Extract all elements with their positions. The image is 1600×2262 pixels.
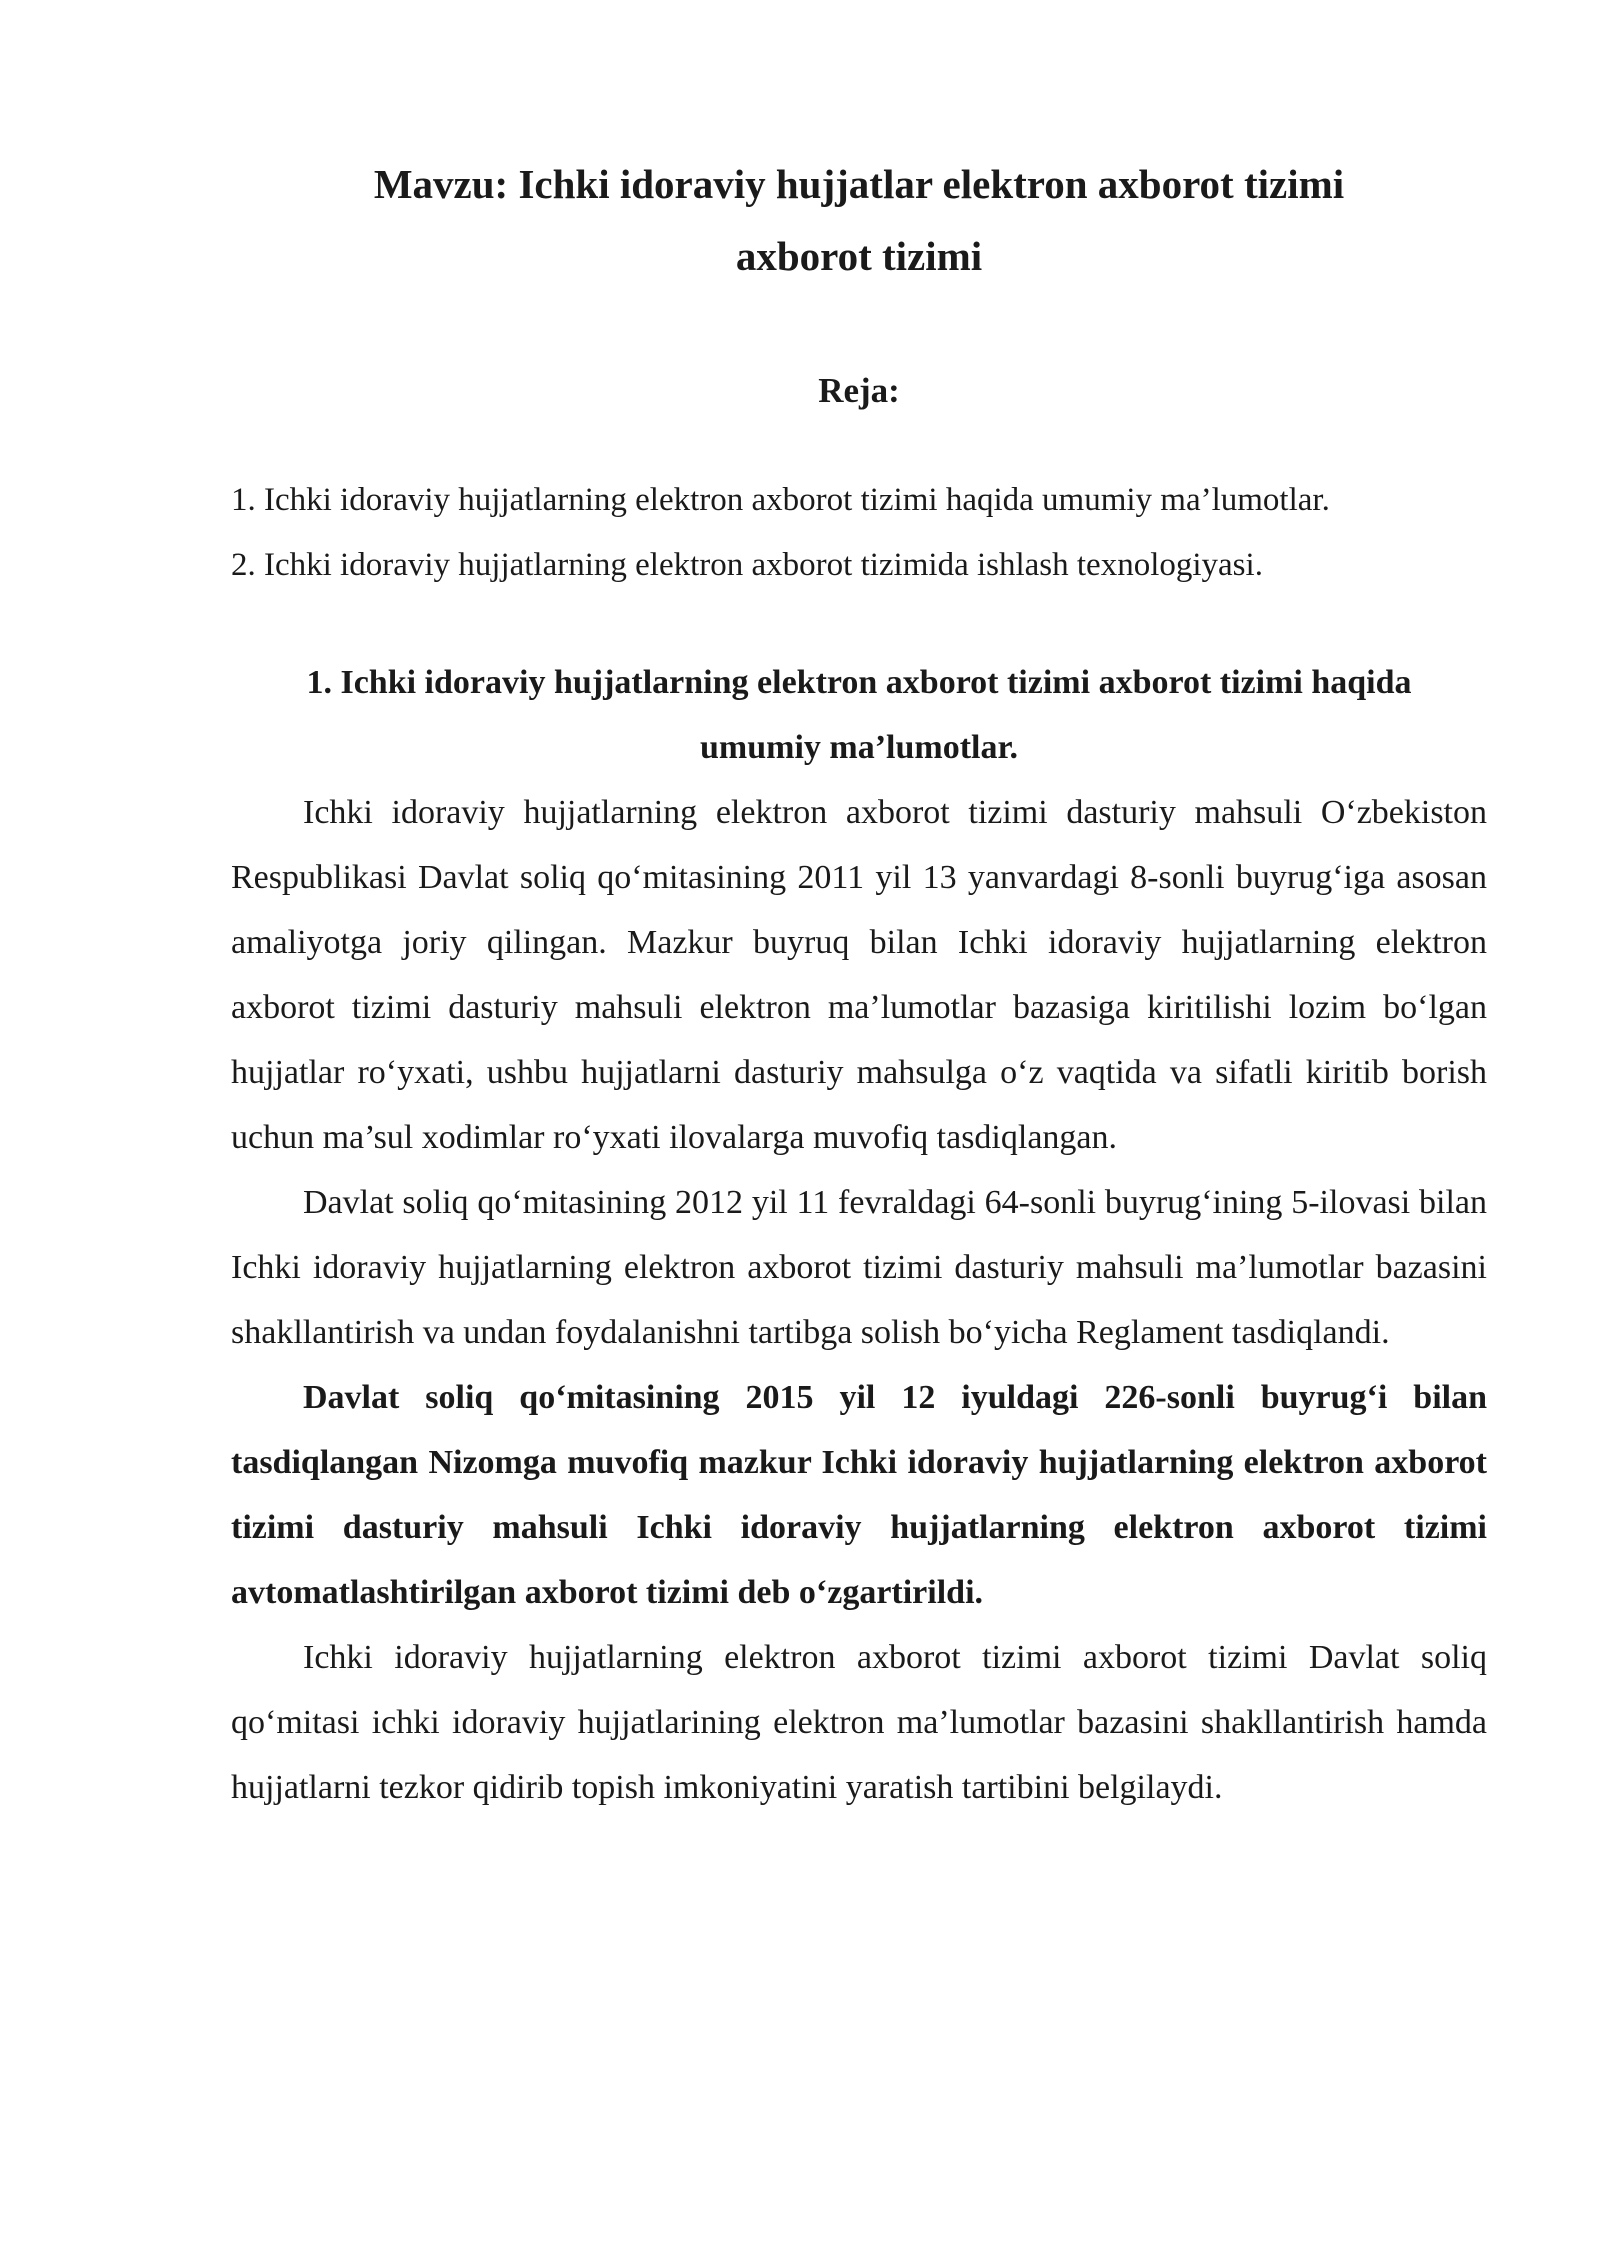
body-paragraph: Davlat soliq qo‘mitasining 2012 yil 11 fevraldagi 64-sonli buyrug‘ining 5-ilovasi bilan Ichki idoraviy hujjatlarning elektron axborot tizimi dasturiy mahsuli ma’lumotlar bazasini shakllantirish va undan foydalanishni tartibga solish bo‘yicha Reglament tasdiqlandi. [231,1184,1487,1351]
plan-heading: Reja: [818,371,900,410]
plan-item: 2. Ichki idoraviy hujjatlarning elektron axborot tizimida ishlash texnologiyasi. [231,547,1263,583]
plan-item: 1. Ichki idoraviy hujjatlarning elektron axborot tizimi haqida umumiy ma’lumotlar. [231,482,1330,518]
document-page [231,148,1487,1820]
document-title: Mavzu: Ichki idoraviy hujjatlar elektron axborot tizimi axborot tizimi [373,161,1345,279]
body-paragraph: Ichki idoraviy hujjatlarning elektron axborot tizimi axborot tizimi Davlat soliq qo‘mitasi ichki idoraviy hujjatlarining elektron ma’lumotlar bazasini shakllantirish hamda hujjatlarni tezkor qidirib topish imkoniyatini yaratish tartibini belgilaydi. [231,1639,1487,1806]
plan-list [231,468,1487,598]
body-paragraph-bold: Davlat soliq qo‘mitasining 2015 yil 12 iyuldagi 226-sonli buyrug‘i bilan tasdiqlangan Nizomga muvofiq mazkur Ichki idoraviy hujjatlarning elektron axborot tizimi dasturiy mahsuli Ichki idoraviy hujjatlarning elektron axborot tizimi avtomatlashtirilgan axborot tizimi deb o‘zgartirildi. [231,1379,1487,1611]
section-heading: 1. Ichki idoraviy hujjatlarning elektron axborot tizimi axborot tizimi haqida umumiy ma’lumotlar. [306,664,1412,766]
body-paragraph: Ichki idoraviy hujjatlarning elektron axborot tizimi dasturiy mahsuli O‘zbekiston Respublikasi Davlat soliq qo‘mitasining 2011 yil 13 yanvardagi 8-sonli buyrug‘iga asosan amaliyotga joriy qilingan. Mazkur buyruq bilan Ichki idoraviy hujjatlarning elektron axborot tizimi dasturiy mahsuli elektron ma’lumotlar bazasiga kiritilishi lozim bo‘lgan hujjatlar ro‘yxati, ushbu hujjatlarni dasturiy mahsulga o‘z vaqtida va sifatli kiritib borish uchun ma’sul xodimlar ro‘yxati ilovalarga muvofiq tasdiqlangan. [231,794,1487,1156]
